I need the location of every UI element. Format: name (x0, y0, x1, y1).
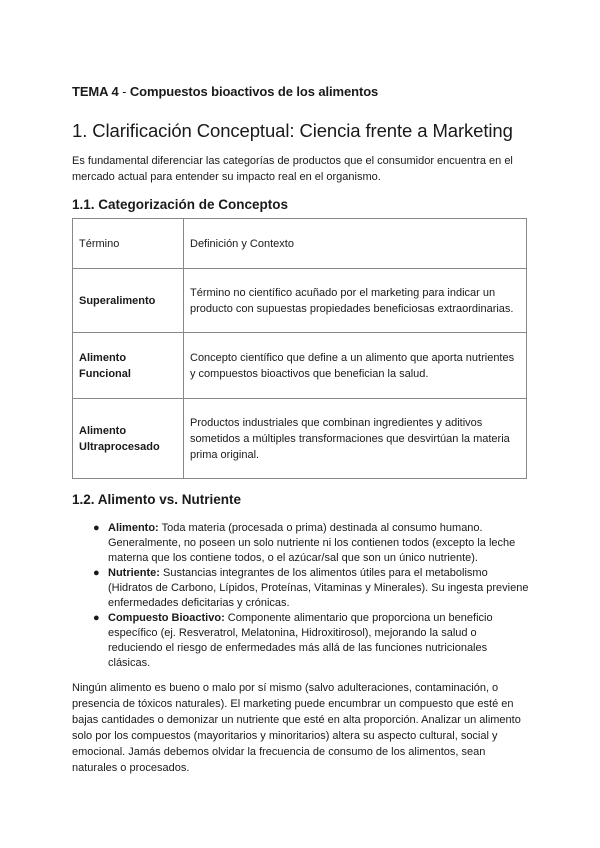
bullet-text: Sustancias integrantes de los alimentos útiles para el metabolismo (Hidratos de Carbono, Lípidos, Proteínas, Vitaminas y Minerales). Su ingesta previene enfermedades deficitarias y crónicas. (108, 567, 529, 609)
section-1-1-title: 1.1. Categorización de Conceptos (72, 197, 289, 212)
bullet-icon: ● (93, 612, 100, 624)
table-cell-definition: Productos industriales que combinan ingredientes y aditivos sometidos a múltiples transformaciones que desvirtúan la materia prima original. (184, 399, 527, 479)
bullet-text: Toda materia (procesada o prima) destinada al consumo humano. Generalmente, no poseen un solo nutriente ni los contienen todos (excepto la leche materna que los contiene todos, o el azúcar/sal que son un único nutriente). (108, 522, 516, 564)
closing-paragraph: Ningún alimento es bueno o malo por sí mismo (salvo adulteraciones, contaminación, o presencia de tóxicos naturales). El marketing puede encumbrar un compuesto que esté en bajas cantidades o demonizar un nutriente que esté en alta proporción. Analizar un alimento solo por los compuestos (mayoritarios y minoritarios) altera su aspecto cultural, social y emocional. Jamás debemos olvidar la frecuencia de consumo de los alimentos, sean naturales o procesados. (72, 682, 521, 774)
header-separator: - (118, 84, 130, 99)
list-item (93, 521, 530, 566)
table-row (73, 269, 527, 333)
table-cell-definition: Término no científico acuñado por el marketing para indicar un producto con supuestas propiedades beneficiosas extraordinarias. (184, 269, 527, 333)
section-1-intro: Es fundamental diferenciar las categorías de productos que el consumidor encuentra en el mercado actual para entender su impacto real en el organismo. (72, 155, 513, 183)
bullet-text: Componente alimentario que proporciona un beneficio específico (ej. Resveratrol, Melatonina, Hidroxitirosol), mejorando la salud o reduciendo el riesgo de enfermedades más allá de las funciones nutricionales clásicas. (108, 612, 493, 669)
bullet-list (93, 521, 530, 671)
table-cell-term: Alimento Ultraprocesado (73, 399, 184, 479)
bullet-term: Nutriente: (108, 567, 160, 579)
table-header-row (73, 219, 527, 269)
bullet-icon: ● (93, 567, 100, 579)
section-1-2-title: 1.2. Alimento vs. Nutriente (72, 492, 242, 507)
table-row (73, 333, 527, 399)
concepts-table (72, 218, 527, 479)
list-item (93, 611, 530, 671)
table-cell-term: Alimento Funcional (73, 333, 184, 399)
table-header-cell: Definición y Contexto (184, 219, 527, 269)
bullet-icon: ● (93, 522, 100, 534)
table-cell-term: Superalimento (73, 269, 184, 333)
bullet-term: Compuesto Bioactivo: (108, 612, 225, 624)
tema-label: TEMA 4 (72, 84, 119, 99)
doc-header (72, 84, 378, 99)
table-header-cell: Término (73, 219, 184, 269)
tema-subject: Compuestos bioactivos de los alimentos (129, 84, 379, 99)
table-cell-definition: Concepto científico que define a un alimento que aporta nutrientes y compuestos bioactivos que benefician la salud. (184, 333, 527, 399)
table-row (73, 399, 527, 479)
list-item (93, 566, 530, 611)
section-1-title: 1. Clarificación Conceptual: Ciencia frente a Marketing (72, 120, 513, 141)
bullet-term: Alimento: (108, 522, 159, 534)
